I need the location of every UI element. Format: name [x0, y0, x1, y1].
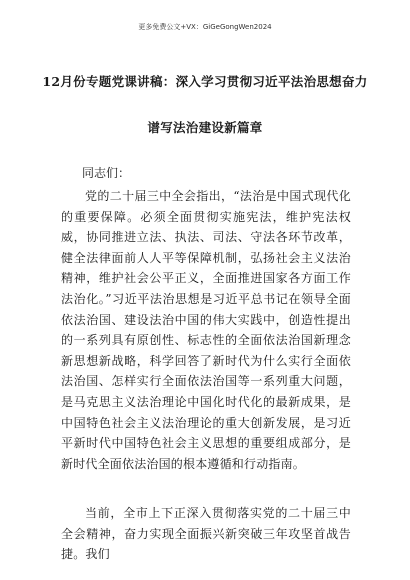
- header-note: 更多免费公文+VX：GiGeGongWen2024: [138, 23, 272, 31]
- document-title-line-2: 谱写法治建设新篇章: [147, 120, 263, 135]
- body-paragraph-1: [61, 186, 351, 474]
- document-title-line-1: 12月份专题党课讲稿：深入学习贯彻习近平法治思想奋力: [42, 74, 368, 89]
- body-paragraph-2: [61, 503, 351, 565]
- paragraph-text: 党的二十届三中全会指出，“法治是中国式现代化的重要保障。必须全面贯彻实施宪法，维护宪法权威，协同推进立法、执法、司法、守法各环节改革，健全法律面前人人平等保障机制，弘扬社会主义法治精神，维护社会公平正义，全面推进国家各方面工作法治化。”习近平法治思想是习近平总书记在领导全面依法治国、建设法治中国的伟大实践中，创造性提出的一系列具有原创性、标志性的全面依法治国新理念新思想新战略，科学回答了新时代为什么实行全面依法治国、怎样实行全面依法治国等一系列重大问题，是马克思主义法治理论中国化时代化的最新成果，是中国特色社会主义法治理论的重大创新发展，是习近平新时代中国特色社会主义思想的重要组成部分，是新时代全面依法治国的根本遵循和行动指南。: [61, 189, 351, 471]
- salutation: 同志们：: [82, 166, 131, 180]
- paragraph-text: 当前，全市上下正深入贯彻落实党的二十届三中全会精神，奋力实现全面振兴新突破三年攻坚首战告捷。我们: [61, 506, 351, 562]
